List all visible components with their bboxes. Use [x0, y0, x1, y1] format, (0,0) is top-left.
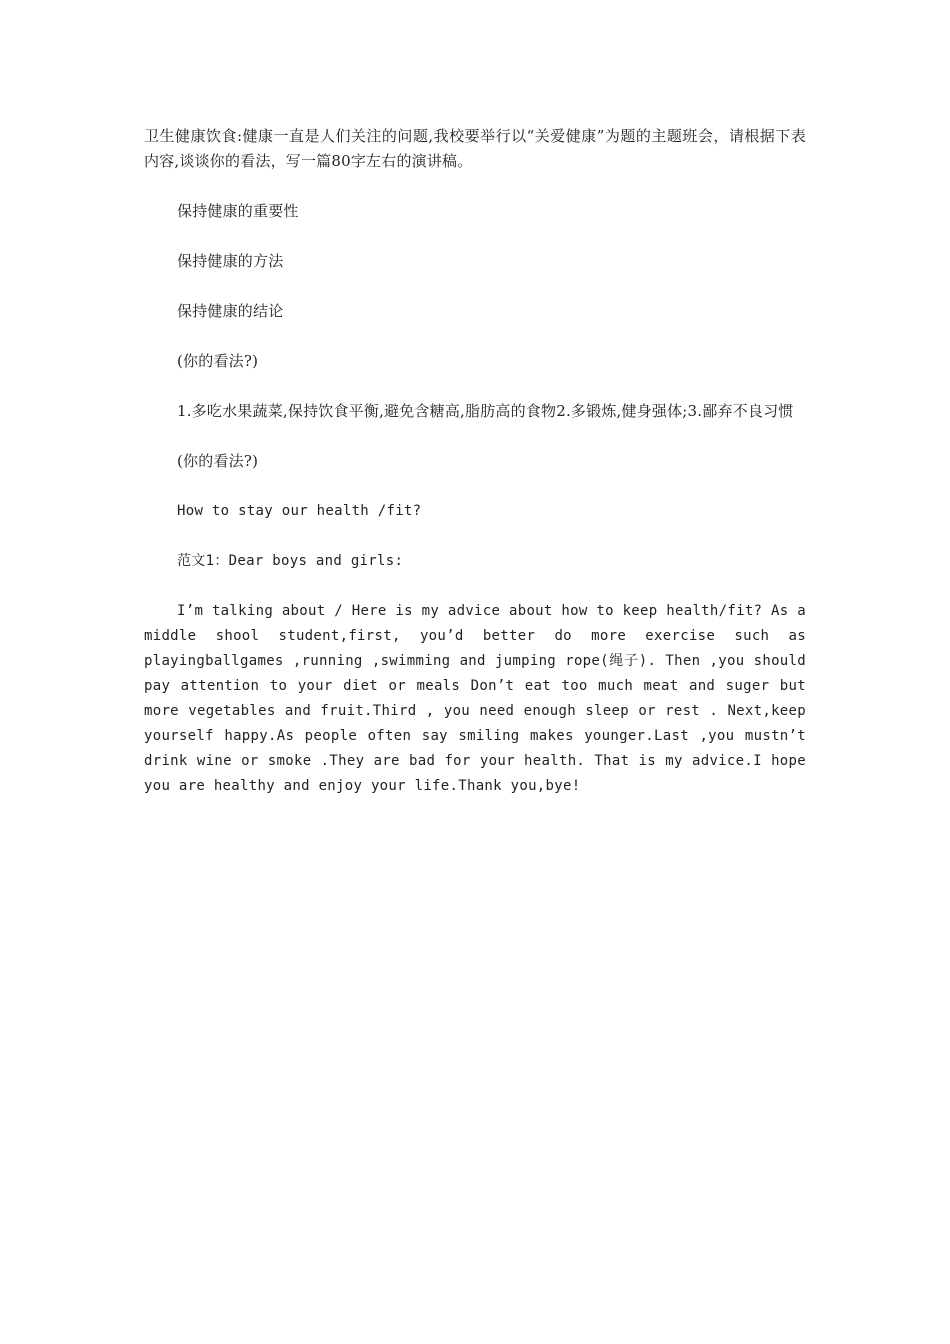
methods-list-paragraph: 1.多吃水果蔬菜,保持饮食平衡,避免含糖高,脂肪高的食物2.多锻炼,健身强体;3.鄙弃不良习惯 — [177, 402, 794, 420]
opinion-prompt-1: (你的看法?) — [177, 352, 259, 370]
document-page — [144, 124, 806, 799]
opinion-prompt-2: (你的看法?) — [177, 452, 259, 470]
sample-essay-body: I’m talking about / Here is my advice about how to keep health/fit? As a middle shool student,first, you’d better do more exercise such as playingballgames ,running ,swimming and jumping rope(绳子). Then ,you should pay attention to your diet or meals Don’t eat too much meat and suger but more vegetables and fruit.Third , you need enough sleep or rest . Next,keep yourself happy.As people often say smiling makes younger.Last ,you mustn’t drink wine or smoke .They are bad for your health. That is my advice.I hope you are healthy and enjoy your life.Thank you,bye! — [144, 603, 806, 794]
intro-paragraph: 卫生健康饮食:健康一直是人们关注的问题,我校要举行以“关爱健康”为题的主题班会，请根据下表内容,谈谈你的看法，写一篇80字左右的演讲稿。 — [144, 127, 806, 170]
sample-title: 范文1：Dear boys and girls: — [177, 553, 404, 569]
point-conclusion: 保持健康的结论 — [177, 302, 284, 320]
point-methods: 保持健康的方法 — [177, 252, 284, 270]
point-importance: 保持健康的重要性 — [177, 202, 299, 220]
question-line: How to stay our health /fit? — [177, 503, 422, 519]
